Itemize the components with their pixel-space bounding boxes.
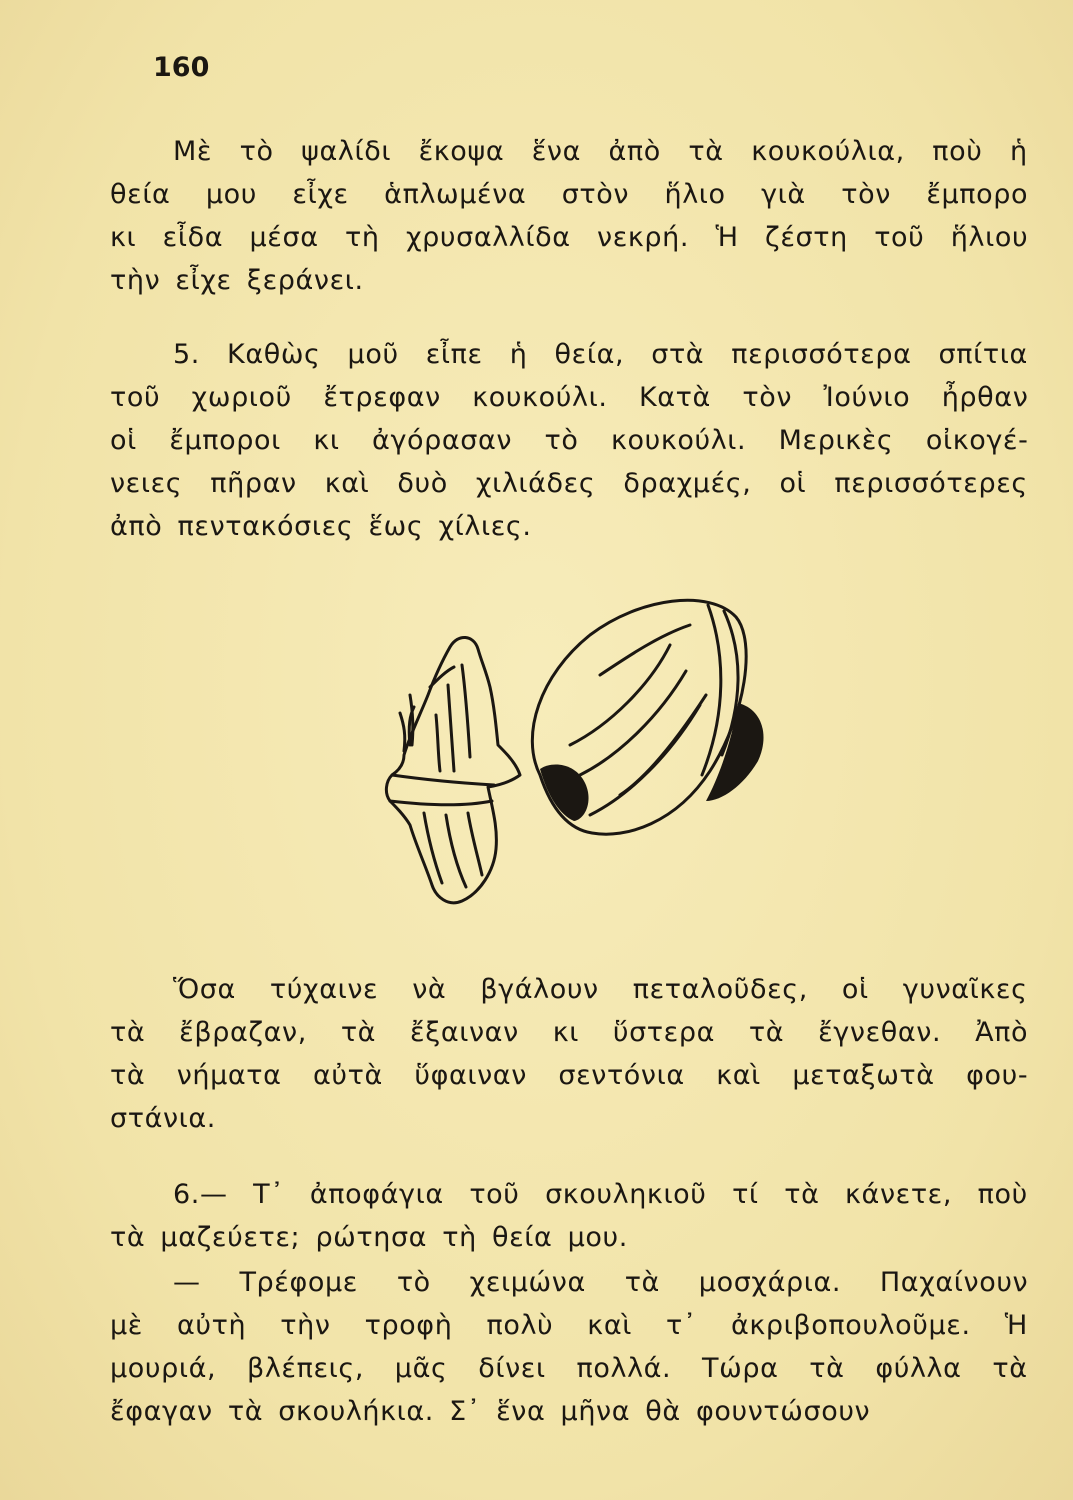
text-line: Μὲ τὸ ψαλίδι ἔκοψα ἕνα ἀπὸ τὰ κουκούλια, ποὺ ἡ [173, 136, 1028, 167]
text-line: μουριά, βλέπεις, μᾶς δίνει πολλά. Τώρα τὰ φύλλα τὰ [110, 1353, 1028, 1384]
text-line: τοῦ χωριοῦ ἔτρεφαν κουκούλι. Κατὰ τὸν Ἰούνιο ἦρθαν [110, 382, 1029, 413]
cocoon-illustration [370, 575, 790, 935]
text-line: τὰ νήματα αὐτὰ ὕφαιναν σεντόνια καὶ μεταξωτὰ φου- [110, 1060, 1029, 1091]
text-line: ἀπὸ πεντακόσιες ἕως χίλιες. [110, 511, 532, 542]
text-line: ἔφαγαν τὰ σκουλήκια. Σ᾽ ἕνα μῆνα θὰ φουντώσουν [110, 1396, 871, 1427]
text-line: 5. Καθὼς μοῦ εἶπε ἡ θεία, στὰ περισσότερα σπίτια [173, 339, 1028, 370]
paragraph-answer [110, 1261, 1028, 1433]
text-line: — Τρέφομε τὸ χειμώνα τὰ μοσχάρια. Παχαίνουν [173, 1267, 1029, 1298]
text-line: στάνια. [110, 1103, 216, 1134]
text-line: κι εἶδα μέσα τὴ χρυσαλλίδα νεκρή. Ἡ ζέστη τοῦ ἥλιου [110, 222, 1029, 253]
paragraph-cocoon [110, 130, 1028, 302]
paragraph-section-5 [110, 333, 1028, 548]
text-line: Ὅσα τύχαινε νὰ βγάλουν πεταλοῦδες, οἱ γυναῖκες [173, 974, 1028, 1005]
paragraph-section-6 [110, 1173, 1028, 1259]
text-line: νειες πῆραν καὶ δυὸ χιλιάδες δραχμές, οἱ περισσότερες [110, 468, 1028, 499]
text-line: οἱ ἔμποροι κι ἀγόρασαν τὸ κουκούλι. Μερικὲς οἰκογέ- [110, 425, 1029, 456]
text-line: 6.— Τ᾽ ἀποφάγια τοῦ σκουληκιοῦ τί τὰ κάνετε, ποὺ [173, 1179, 1028, 1210]
text-line: τὴν εἶχε ξεράνει. [110, 265, 364, 296]
text-line: τὰ ἔβραζαν, τὰ ἔξαιναν κι ὕστερα τὰ ἔγνεθαν. Ἀπὸ [110, 1017, 1029, 1048]
page-number: 160 [153, 52, 210, 83]
text-line: θεία μου εἶχε ἁπλωμένα στὸν ἥλιο γιὰ τὸν ἔμπορο [110, 179, 1029, 210]
text-line: μὲ αὐτὴ τὴν τροφὴ πολὺ καὶ τ᾽ ἀκριβοπουλοῦμε. Ἡ [110, 1310, 1028, 1341]
paragraph-butterflies [110, 968, 1028, 1140]
text-line: τὰ μαζεύετε; ρώτησα τὴ θεία μου. [110, 1222, 628, 1253]
